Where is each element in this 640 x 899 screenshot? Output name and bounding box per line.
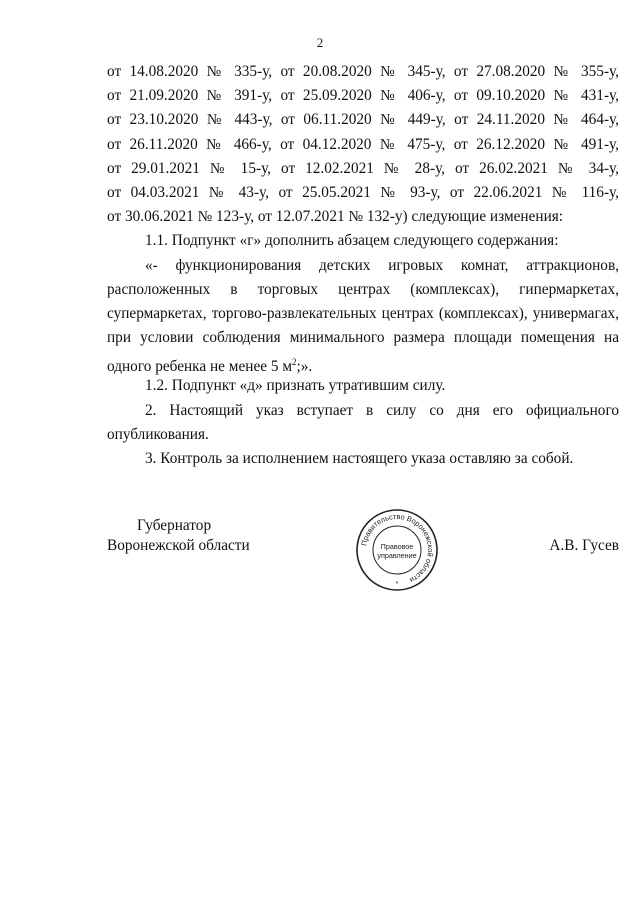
quote-line: «- функционирования детских игровых комнат, аттракционов, bbox=[145, 256, 619, 274]
signatory-name: А.В. Гусев bbox=[549, 537, 619, 554]
stamp-ring-text: Правительство Воронежской области bbox=[359, 511, 436, 585]
body-line: от 21.09.2020 № 391-у, от 25.09.2020 № 406-у, от 09.10.2020 № 431-у, bbox=[107, 87, 619, 105]
quote-last-suffix: ;». bbox=[296, 358, 313, 376]
body-line: от 23.10.2020 № 443-у, от 06.11.2020 № 449-у, от 24.11.2020 № 464-у, bbox=[107, 111, 619, 129]
body-line: от 14.08.2020 № 335-у, от 20.08.2020 № 345-у, от 27.08.2020 № 355-у, bbox=[107, 63, 619, 80]
item-1-2: 1.2. Подпункт «д» признать утратившим силу. bbox=[145, 377, 446, 395]
stamp-center-line1: Правовое bbox=[380, 542, 414, 551]
body-line: от 04.03.2021 № 43-у, от 25.05.2021 № 93-у, от 22.06.2021 № 116-у, bbox=[107, 183, 619, 201]
page-number: 2 bbox=[316, 35, 324, 50]
document-body bbox=[107, 60, 619, 471]
signatory-region: Воронежской области bbox=[107, 537, 250, 554]
body-line: от 29.01.2021 № 15-у, от 12.02.2021 № 28-у, от 26.02.2021 № 34-у, bbox=[107, 159, 619, 177]
body-line: от 26.11.2020 № 466-у, от 04.12.2020 № 475-у, от 26.12.2020 № 491-у, bbox=[107, 135, 619, 153]
stamp-seal bbox=[355, 508, 439, 592]
quote-last-prefix: одного ребенка не менее 5 м bbox=[107, 358, 293, 376]
stamp-center-line2: управление bbox=[377, 551, 417, 560]
item-1-1: 1.1. Подпункт «г» дополнить абзацем следующего содержания: bbox=[145, 232, 559, 250]
quote-last-line bbox=[107, 350, 619, 374]
stamp-mark: * bbox=[395, 581, 399, 588]
item-2-line2: опубликования. bbox=[107, 425, 209, 443]
superscript: 2 bbox=[292, 357, 297, 368]
item-2-line1: 2. Настоящий указ вступает в силу со дня его официального bbox=[145, 401, 619, 419]
quote-line: супермаркетах, торгово-развлекательных центрах (комплексах), универмагах, bbox=[107, 304, 619, 322]
quote-line: расположенных в торговых центрах (комплексах), гипермаркетах, bbox=[107, 280, 619, 298]
item-3: 3. Контроль за исполнением настоящего указа оставляю за собой. bbox=[145, 450, 574, 467]
quote-line: при условии соблюдения минимального размера площади помещения на bbox=[107, 329, 619, 347]
body-line: от 30.06.2021 № 123-у, от 12.07.2021 № 132-у) следующие изменения: bbox=[107, 208, 564, 226]
signatory-title: Губернатор bbox=[137, 517, 212, 534]
